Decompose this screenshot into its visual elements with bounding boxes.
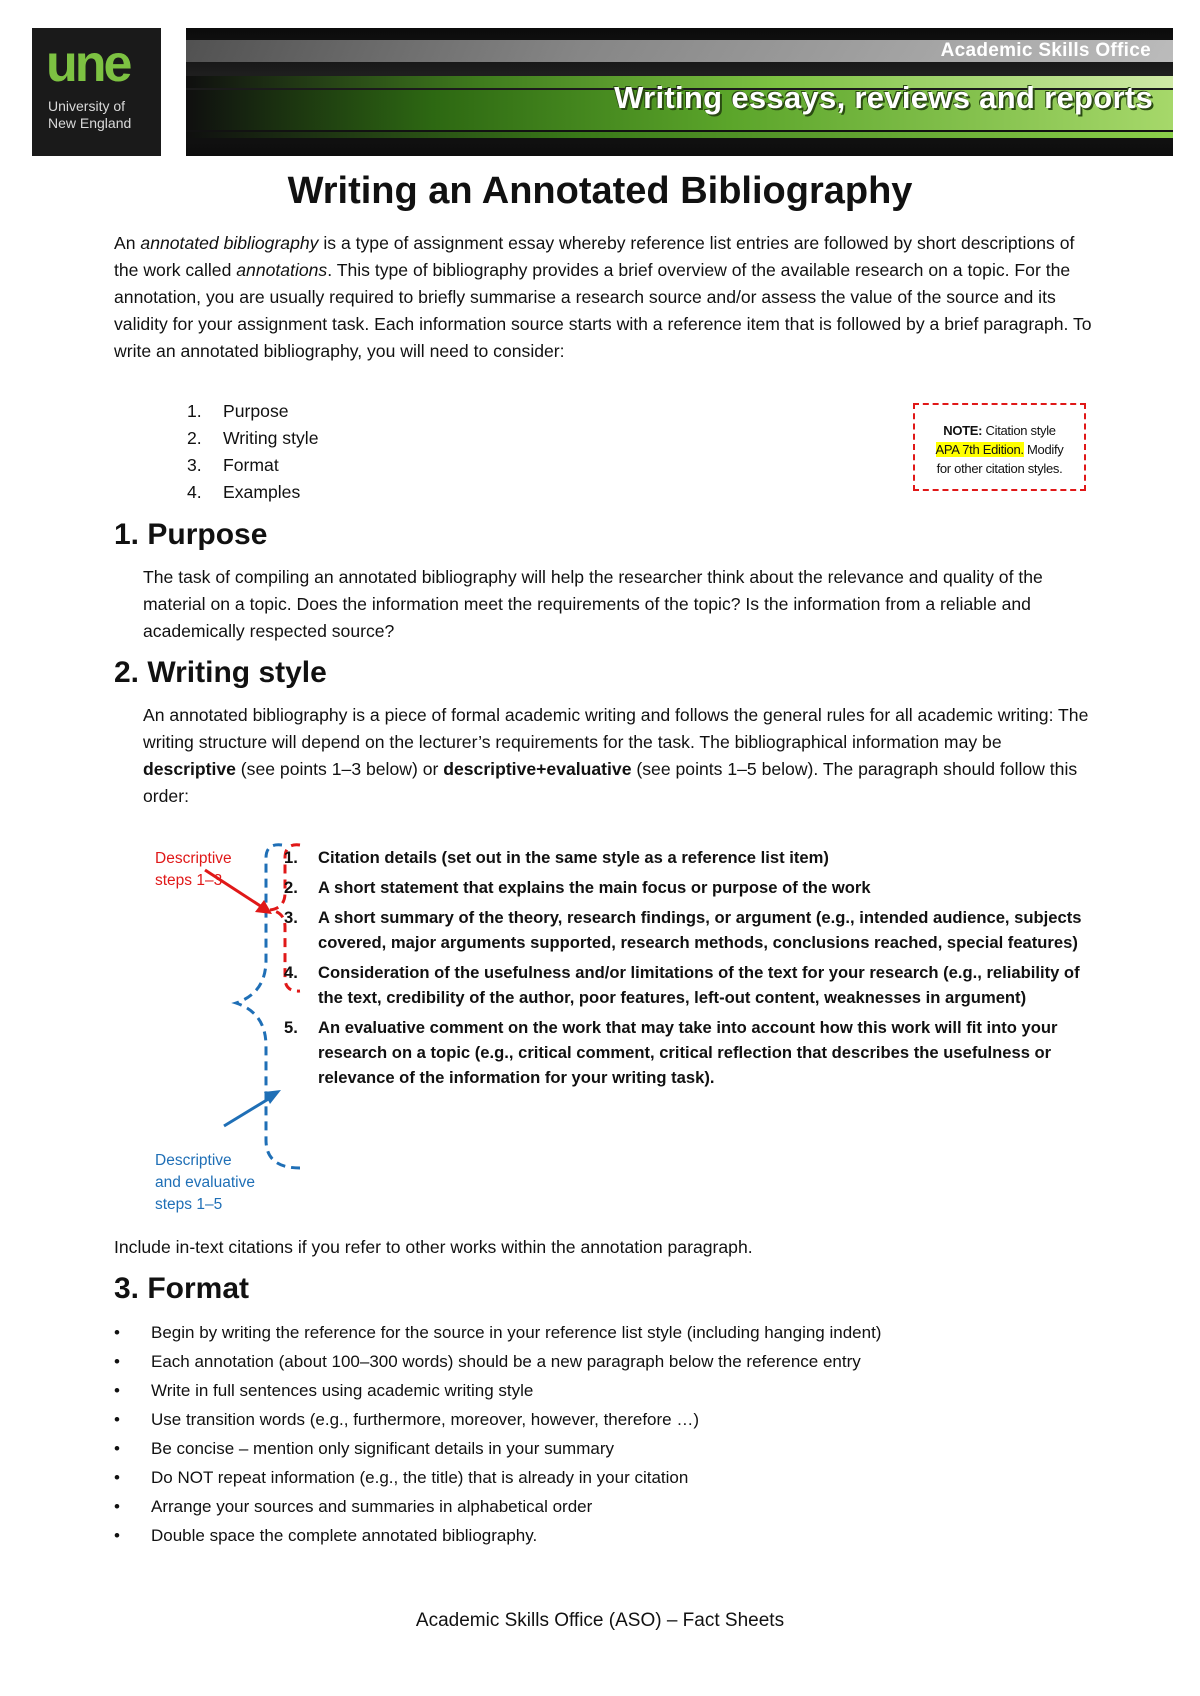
intro-term: annotations xyxy=(236,260,328,280)
term-descriptive: descriptive xyxy=(143,759,236,779)
red-arrowhead xyxy=(255,900,272,914)
list-item: 4. Consideration of the usefulness and/or limitations of the text for your research (e.g., reliability of the text, credibility of the author, poor features, left-out content, weaknesses in argument) xyxy=(284,963,1080,1007)
list-item: 5. An evaluative comment on the work that may take into account how this work will fit into your research on a topic (e.g., critical comment, critical reflection that describes the usefulness or relevance of the information for your writing task). xyxy=(284,1018,1058,1087)
bullet-icon: • xyxy=(114,1497,120,1516)
list-item: 2. A short statement that explains the main focus or purpose of the work xyxy=(284,878,871,897)
writing-style-paragraph: An annotated bibliography is a piece of formal academic writing and follows the general rules for all academic writing: The writing structure will depend on the lecturer’s requirements for the task. The bibliographical information may be descriptive (see points 1–3 below) or descriptive+evaluative (see points 1–5 below). The paragraph should follow this order: xyxy=(143,705,1089,806)
blue-arrowhead xyxy=(264,1090,281,1104)
list-item: • Begin by writing the reference for the source in your reference list style (including hanging indent) xyxy=(114,1318,1114,1347)
citation-note-box: NOTE: Citation style APA 7th Edition. Modify for other citation styles. xyxy=(913,403,1086,491)
bullet-icon: • xyxy=(114,1352,120,1371)
format-bullet-list xyxy=(114,1318,1114,1550)
list-item: • Do NOT repeat information (e.g., the title) that is already in your citation xyxy=(114,1463,1114,1492)
logo-mark: une xyxy=(46,35,130,93)
list-item: • Be concise – mention only significant details in your summary xyxy=(114,1434,1114,1463)
term-descriptive-evaluative: descriptive+evaluative xyxy=(443,759,632,779)
descriptive-evaluative-label: Descriptive and evaluative steps 1–5 xyxy=(155,1152,255,1213)
list-item: • Double space the complete annotated bibliography. xyxy=(114,1521,1114,1550)
intro-text: An xyxy=(114,233,141,253)
bullet-icon: • xyxy=(114,1410,120,1429)
intro-text: is a type of assignment essay whereby reference list entries are followed by short descriptions of the work called xyxy=(114,233,1075,280)
list-item: 2. Writing style xyxy=(187,428,319,448)
list-item: 1. Purpose xyxy=(187,401,289,421)
in-text-citation-note: Include in-text citations if you refer to other works within the annotation paragraph. xyxy=(114,1237,753,1257)
list-item: 1. Citation details (set out in the same style as a reference list item) xyxy=(284,848,829,867)
bullet-icon: • xyxy=(114,1381,120,1400)
purpose-paragraph: The task of compiling an annotated bibliography will help the researcher think about the relevance and quality of the material on a topic. Does the information meet the requirements of the topic? Is the information from a reliable and academically respected source? xyxy=(143,567,1043,641)
page-title: Writing an Annotated Bibliography xyxy=(287,170,913,212)
list-item: • Arrange your sources and summaries in alphabetical order xyxy=(114,1492,1114,1521)
note-label: NOTE: xyxy=(943,423,983,438)
bullet-icon: • xyxy=(114,1323,120,1342)
logo-sub-line1: University of xyxy=(48,98,126,114)
writing-style-heading: 2. Writing style xyxy=(114,656,327,689)
bullet-icon: • xyxy=(114,1526,120,1545)
bullet-icon: • xyxy=(114,1439,120,1458)
note-highlight: APA 7th Edition. xyxy=(935,442,1024,457)
list-item: • Each annotation (about 100–300 words) should be a new paragraph below the reference entry xyxy=(114,1347,1114,1376)
list-item: • Write in full sentences using academic writing style xyxy=(114,1376,1114,1405)
list-item: 3. Format xyxy=(187,455,279,475)
list-item: 3. A short summary of the theory, research findings, or argument (e.g., intended audience, subjects covered, major arguments supported, research methods, conclusions reached, special features) xyxy=(284,908,1082,952)
page-footer: Academic Skills Office (ASO) – Fact Sheets xyxy=(415,1610,785,1631)
office-label: Academic Skills Office xyxy=(940,40,1151,61)
intro-text: . This type of bibliography provides a brief overview of the available research on a topic. For the annotation, you are usually required to briefly summarise a research source and/or assess the value of the source and its validity for your assignment task. Each information source starts with a reference item that is followed by a brief paragraph. To write an annotated bibliography, you will need to consider: xyxy=(114,260,1092,361)
bullet-icon: • xyxy=(114,1468,120,1487)
logo-sub-line2: New England xyxy=(48,115,132,131)
annotation-steps-list xyxy=(284,845,1084,1095)
format-heading: 3. Format xyxy=(114,1272,250,1305)
list-item: 4. Examples xyxy=(187,482,301,502)
banner-title: Writing essays, reviews and reports xyxy=(614,80,1153,115)
purpose-heading: 1. Purpose xyxy=(114,518,268,551)
descriptive-label: Descriptive steps 1–3 xyxy=(155,850,232,889)
intro-term: annotated bibliography xyxy=(140,233,319,253)
list-item: • Use transition words (e.g., furthermore, moreover, however, therefore …) xyxy=(114,1405,1114,1434)
